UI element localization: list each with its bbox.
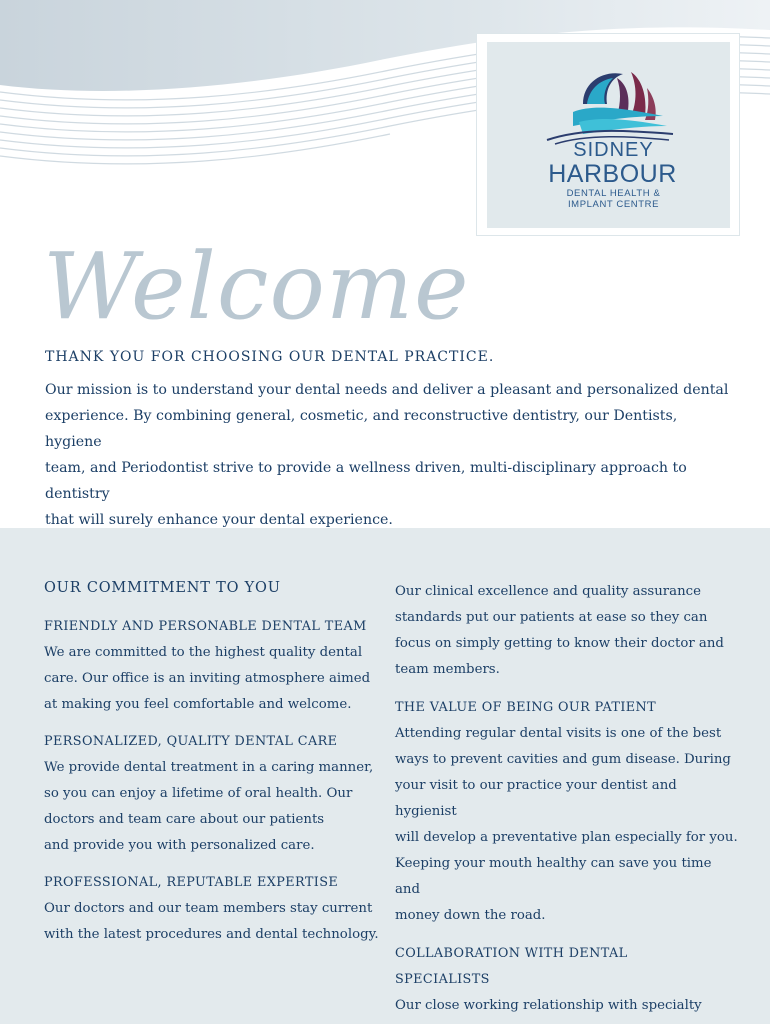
section-line: focus on simply getting to know their doctor and <box>395 636 724 651</box>
logo-frame <box>476 33 740 236</box>
section-title-personalized-care: PERSONALIZED, QUALITY DENTAL CARE <box>44 734 338 749</box>
section-line: at making you feel comfortable and welcome. <box>44 697 352 712</box>
section-line: money down the road. <box>395 908 546 923</box>
section-title-collaboration: COLLABORATION WITH DENTAL <box>395 946 628 961</box>
section-title-professional-expertise: PROFESSIONAL, REPUTABLE EXPERTISE <box>44 875 339 890</box>
commitment-heading: OUR COMMITMENT TO YOU <box>44 580 281 596</box>
harbour-logo-icon <box>543 64 683 150</box>
logo-text-dental-health: DENTAL HEALTH & <box>566 188 661 199</box>
section-line: Our clinical excellence and quality assurance <box>395 584 701 599</box>
section-title-collaboration-cont: SPECIALISTS <box>395 972 490 987</box>
section-line: doctors and team care about our patients <box>44 812 325 827</box>
logo-box <box>487 42 730 228</box>
section-line: your visit to our practice your dentist and hygienist <box>395 778 677 819</box>
section-line: standards put our patients at ease so they can <box>395 610 708 625</box>
section-line: so you can enjoy a lifetime of oral health. Our <box>44 786 353 801</box>
section-title-friendly-team: FRIENDLY AND PERSONABLE DENTAL TEAM <box>44 619 367 634</box>
section-line: ways to prevent cavities and gum disease. During <box>395 752 731 767</box>
mission-paragraph <box>45 377 735 533</box>
mission-line: Our mission is to understand your dental needs and deliver a pleasant and personalized dental <box>45 382 729 398</box>
section-line: We are committed to the highest quality dental <box>44 645 363 660</box>
welcome-heading: Welcome <box>43 233 470 340</box>
section-line: Our close working relationship with specialty <box>395 998 702 1013</box>
logo-text-implant-centre: IMPLANT CENTRE <box>567 199 660 210</box>
commitment-right-column <box>395 579 740 1019</box>
commitment-left-column <box>44 580 379 948</box>
thank-you-subheading: THANK YOU FOR CHOOSING OUR DENTAL PRACTICE. <box>45 349 495 365</box>
section-line: Our doctors and our team members stay current <box>44 901 373 916</box>
mission-line: team, and Periodontist strive to provide a wellness driven, multi-disciplinary approach to dentistry <box>45 460 687 502</box>
section-line: Attending regular dental visits is one of the best <box>395 726 722 741</box>
section-line: team members. <box>395 662 500 677</box>
section-line: care. Our office is an inviting atmosphere aimed <box>44 671 371 686</box>
mission-line: experience. By combining general, cosmetic, and reconstructive dentistry, our Dentists, hygiene <box>45 408 678 450</box>
section-line: We provide dental treatment in a caring manner, <box>44 760 374 775</box>
logo-text-harbour: HARBOUR <box>548 160 677 188</box>
section-line: with the latest procedures and dental technology. <box>44 927 379 942</box>
section-line: will develop a preventative plan especially for you. <box>395 830 738 845</box>
section-title-value-of-patient: THE VALUE OF BEING OUR PATIENT <box>395 700 657 715</box>
logo-text-sidney: SIDNEY <box>573 139 654 161</box>
mission-line: that will surely enhance your dental experience. <box>45 512 393 528</box>
section-line: and provide you with personalized care. <box>44 838 315 853</box>
section-line: Keeping your mouth healthy can save you time and <box>395 856 712 897</box>
